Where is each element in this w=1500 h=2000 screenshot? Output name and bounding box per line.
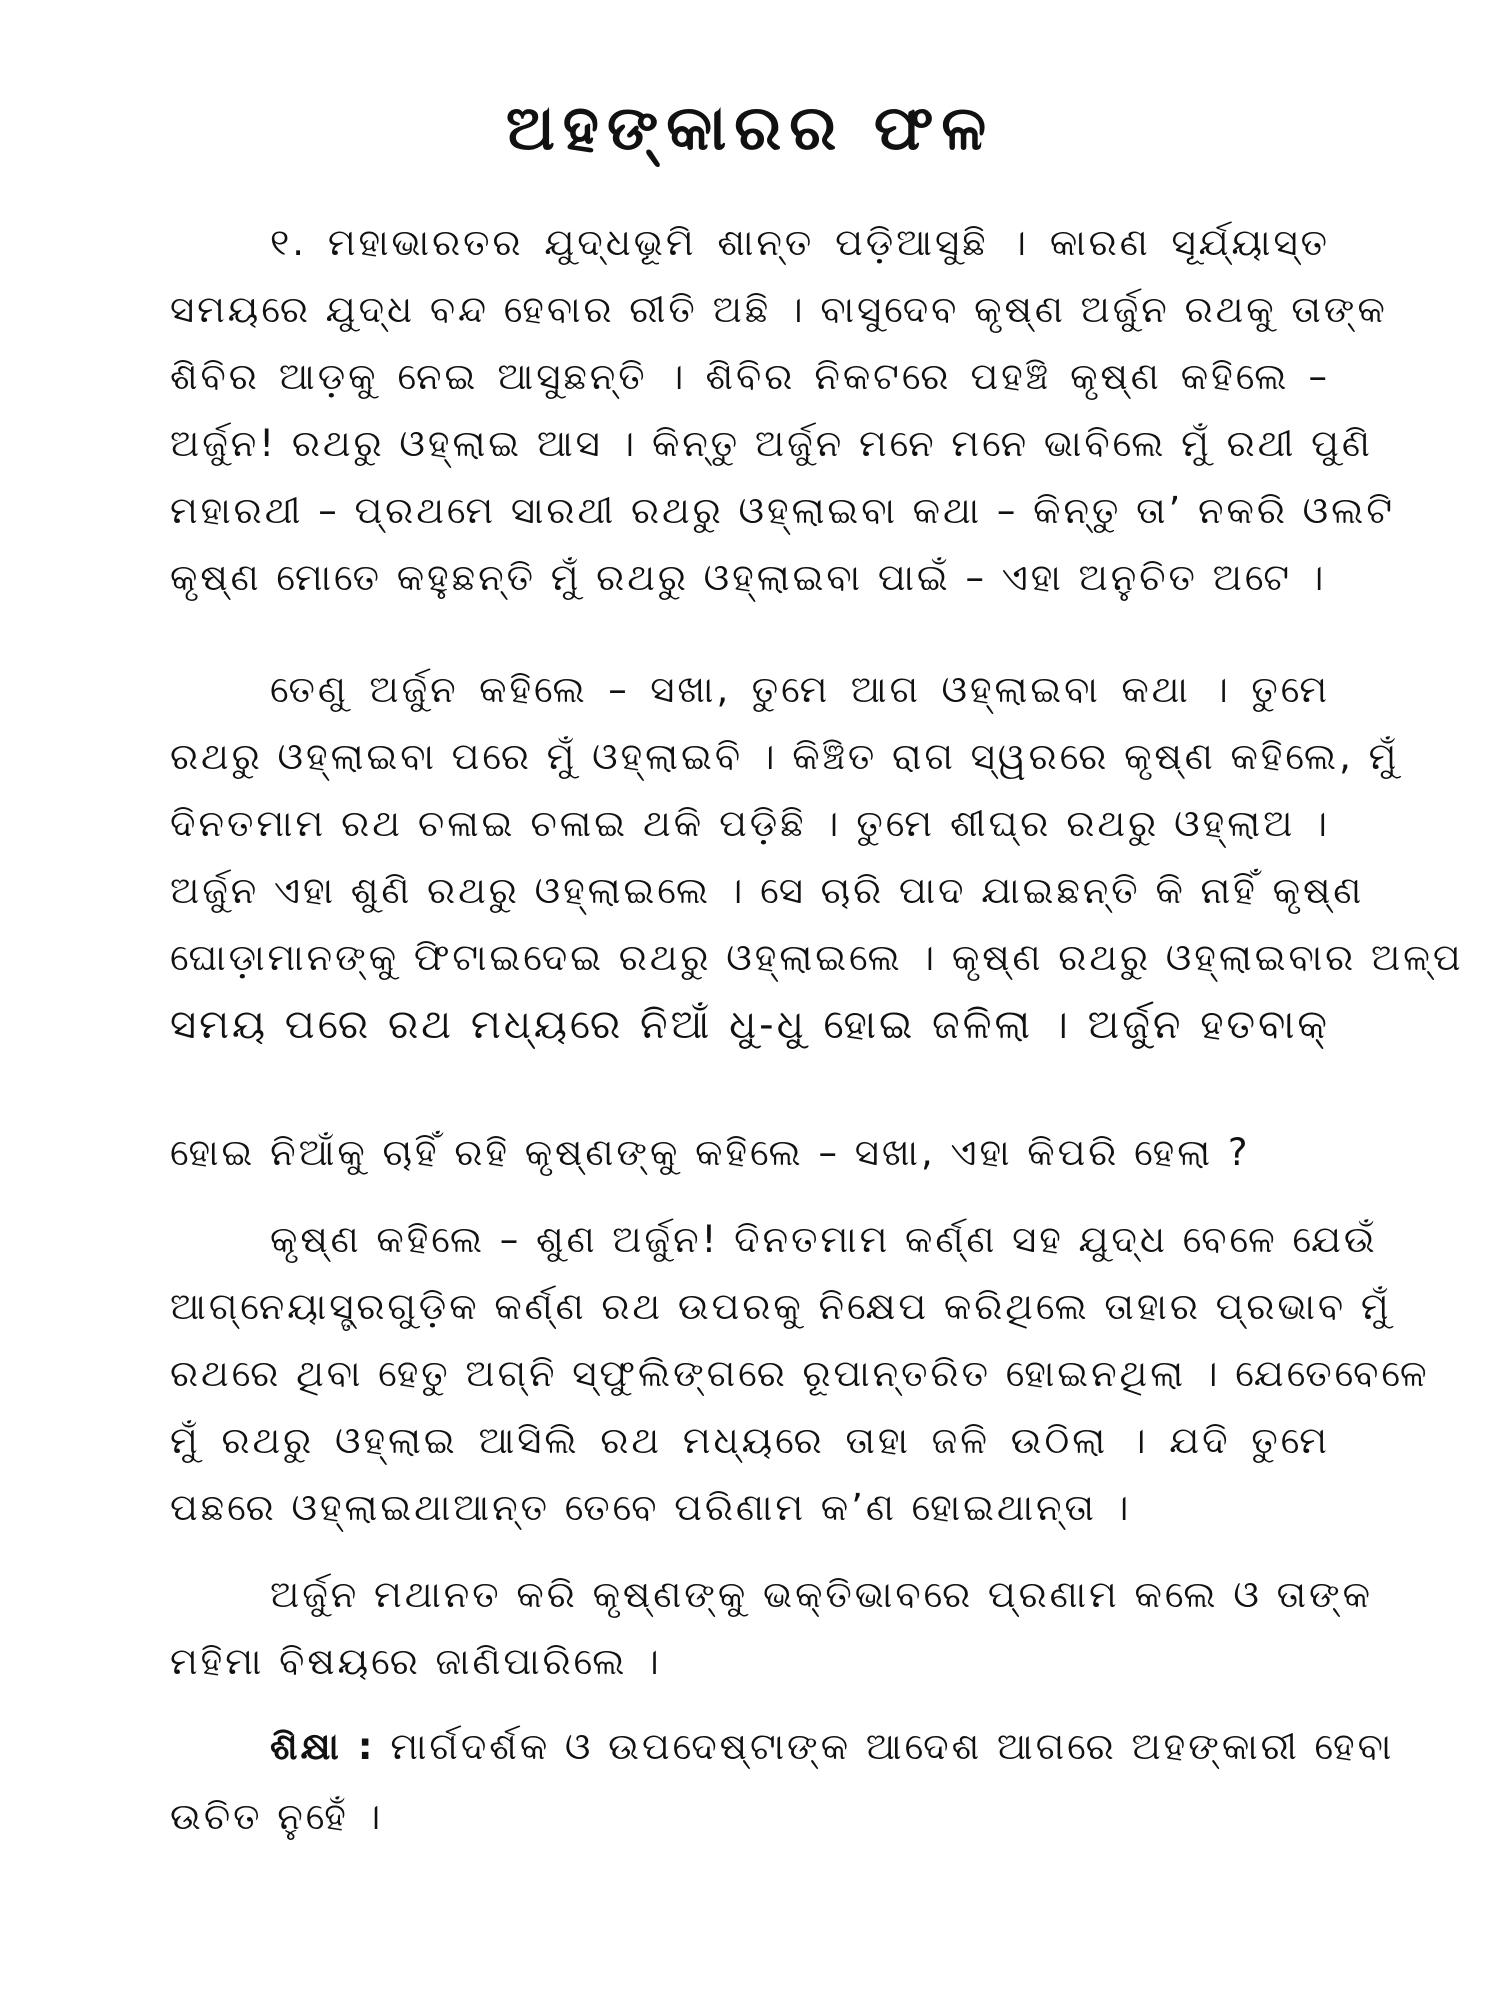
- text-line: ହୋଇ ନିଆଁକୁ ଚାହିଁ ରହି କୃଷ୍ଣଙ୍କୁ କହିଲେ – ସଖା, ଏହା କିପରି ହେଲା ?: [170, 1131, 1251, 1174]
- moral-text: ମାର୍ଗଦର୍ଶକ ଓ ଉପଦେଷ୍ଟାଙ୍କ ଆଦେଶ ଆଗରେ ଅହଙ୍କାରୀ ହେବା: [390, 1725, 1395, 1768]
- text-line: ଅର୍ଜୁନ! ରଥରୁ ଓହ୍ଲାଇ ଆସ । କିନ୍ତୁ ଅର୍ଜୁନ ମନେ ମନେ ଭାବିଲେ ମୁଁ ରଥୀ ପୁଣି: [170, 422, 1373, 465]
- page-title: ଅହଙ୍କାରର ଫଳ: [505, 91, 995, 164]
- text-line: ଆଗ୍ନେୟାସ୍ତ୍ରଗୁଡ଼ିକ କର୍ଣ୍ଣ ରଥ ଉପରକୁ ନିକ୍ଷେପ କରିଥିଲେ ତାହାର ପ୍ରଭାବ ମୁଁ: [170, 1285, 1392, 1328]
- moral-label: ଶିକ୍ଷା :: [270, 1725, 376, 1768]
- text-line: ମୁଁ ରଥରୁ ଓହ୍ଲାଇ ଆସିଲି ରଥ ମଧ୍ୟରେ ତାହା ଜଳି ଉଠିଲା । ଯଦି ତୁମେ: [170, 1419, 1330, 1462]
- text-line: ଅର୍ଜୁନ ଏହା ଶୁଣି ରଥରୁ ଓହ୍ଲାଇଲେ । ସେ ଚାରି ପାଦ ଯାଇଛନ୍ତି କି ନାହିଁ କୃଷ୍ଣ: [170, 869, 1365, 912]
- text-line: କୃଷ୍ଣ କହିଲେ – ଶୁଣ ଅର୍ଜୁନ! ଦିନତମାମ କର୍ଣ୍ଣ ସହ ଯୁଦ୍ଧ ବେଳେ ଯେଉଁ: [270, 1218, 1378, 1261]
- text-line: କୃଷ୍ଣ ମୋତେ କହୁଛନ୍ତି ମୁଁ ରଥରୁ ଓହ୍ଲାଇବା ପାଇଁ – ଏହା ଅନୁଚିତ ଅଟେ ।: [170, 556, 1327, 599]
- text-line: ଅର୍ଜୁନ ମଥାନତ କରି କୃଷ୍ଣଙ୍କୁ ଭକ୍ତିଭାବରେ ପ୍ରଣାମ କଲେ ଓ ତାଙ୍କ: [270, 1573, 1373, 1616]
- moral-line: ଉଚିତ ନୁହେଁ ।: [170, 1795, 384, 1838]
- text-line: ଘୋଡ଼ାମାନଙ୍କୁ ଫିଟାଇଦେଇ ରଥରୁ ଓହ୍ଲାଇଲେ । କୃଷ୍ଣ ରଥରୁ ଓହ୍ଲାଇବାର ଅଳ୍ପ: [170, 936, 1464, 979]
- text-line: ମହିମା ବିଷୟରେ ଜାଣିପାରିଲେ ।: [170, 1640, 662, 1683]
- text-line: ରଥରୁ ଓହ୍ଲାଇବା ପରେ ମୁଁ ଓହ୍ଲାଇବି । କିଞ୍ଚିତ ରାଗ ସ୍ୱରରେ କୃଷ୍ଣ କହିଲେ, ମୁଁ: [170, 735, 1400, 778]
- text-line: ସମୟରେ ଯୁଦ୍ଧ ବନ୍ଦ ହେବାର ରୀତି ଅଛି । ବାସୁଦେବ କୃଷ୍ଣ ଅର୍ଜୁନ ରଥକୁ ତାଙ୍କ: [170, 288, 1388, 331]
- text-line: ୧. ମହାଭାରତର ଯୁଦ୍ଧଭୂମି ଶାନ୍ତ ପଡ଼ିଆସୁଛି । କାରଣ ସୂର୍ଯ୍ୟାସ୍ତ: [270, 221, 1330, 264]
- text-line: ପଛରେ ଓହ୍ଲାଇଥାଆନ୍ତ ତେବେ ପରିଣାମ କ’ଣ ହୋଇଥାନ୍ତା ।: [170, 1486, 1132, 1529]
- text-line: ରଥରେ ଥିବା ହେତୁ ଅଗ୍ନି ସ୍ଫୁଲିଙ୍ଗରେ ରୂପାନ୍ତରିତ ହୋଇନଥିଲା । ଯେତେବେଳେ: [170, 1352, 1430, 1395]
- text-line: ତେଣୁ ଅର୍ଜୁନ କହିଲେ – ସଖା, ତୁମେ ଆଗ ଓହ୍ଲାଇବା କଥା । ତୁମେ: [270, 668, 1330, 711]
- moral-line: [270, 1722, 1395, 1772]
- text-line: ମହାରଥୀ – ପ୍ରଥମେ ସାରଥୀ ରଥରୁ ଓହ୍ଲାଇବା କଥା – କିନ୍ତୁ ତା’ ନକରି ଓଲଟି: [170, 489, 1395, 532]
- text-line: ଶିବିର ଆଡ଼କୁ ନେଇ ଆସୁଛନ୍ତି । ଶିବିର ନିକଟରେ ପହଞ୍ଚି କୃଷ୍ଣ କହିଲେ –: [170, 355, 1330, 398]
- text-line: ସମୟ ପରେ ରଥ ମଧ୍ୟରେ ନିଆଁ ଧୁ-ଧୁ ହୋଇ ଜଳିଲା । ଅର୍ଜୁନ ହତବାକ୍: [170, 1002, 1330, 1048]
- text-line: ଦିନତମାମ ରଥ ଚଳାଇ ଚଳାଇ ଥକି ପଡ଼ିଛି । ତୁମେ ଶୀଘ୍ର ରଥରୁ ଓହ୍ଲାଅ ।: [170, 802, 1330, 845]
